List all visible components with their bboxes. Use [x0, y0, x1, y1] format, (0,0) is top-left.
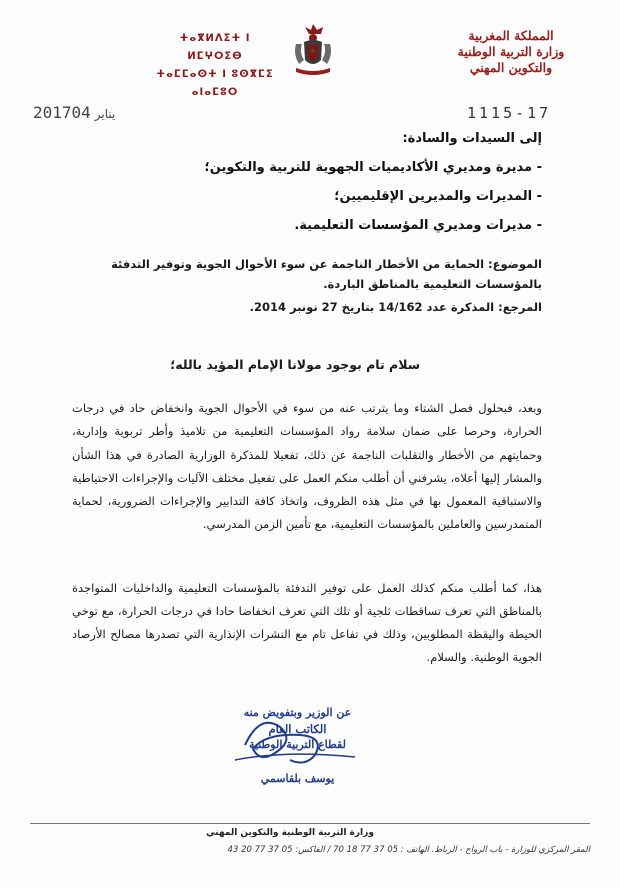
date-year: 2017 — [33, 103, 72, 122]
body-paragraph: هذا، كما أطلب منكم كذلك العمل على توفير التدفئة بالمؤسسات التعليمية والداخليات المتواجدة بالمناطق التي تعرف تساقطات ثلجية أو تلك التي تعرف انخفاضا حادا في درجات الحرارة، مع توخي الحيطة واليقظة المطلوبين، وذلك في تفاعل تام مع النشرات الإنذارية التي تصدرها مصالح الأرصاد الجوية الوطنية. والسلام. — [72, 581, 542, 664]
subject-line: الموضوع: الحماية من الأخطار الناجمة عن سوء الأحوال الجوية وتوفير التدفئة بالمؤسسات التعليمية بالمناطق الباردة. — [111, 257, 542, 291]
footer-divider — [30, 823, 590, 824]
ministry-name-line: وزارة التربية الوطنية — [457, 44, 565, 59]
recipients-block — [62, 124, 542, 240]
footer-address: المقر المركزي للوزارة - باب الرواح - الرباط. الهاتف : 05 37 77 18 70 / الفاكس: 05 37 77 20 43 — [227, 845, 590, 855]
date-stamp — [33, 103, 119, 122]
footer-ministry: وزارة التربية الوطنية والتكوين المهني — [206, 828, 374, 838]
body-paragraph: وبعد، فبحلول فصل الشتاء وما يترتب عنه من سوء في الأحوال الجوية وانخفاض حاد في درجات الحرارة، وحرصا على ضمان سلامة رواد المؤسسات التعليمية من تلاميذ وأطر تربوية وإدارية، وحمايتهم من الأخطار والتقلبات الناجمة عن ذلك، تفعيلا للمذكرة الوزارية الصادرة في هذا الشأن والمشار إليها أعلاه، يشرفني أن أطلب منكم العمل على تفعيل مختلف الآليات والإجراءات الاحتياطية والاستباقية المعمول بها في مثل هذه الظروف، واتخاذ كافة التدابير والإجراءات الضرورية، لحماية المتمدرسين والعاملين بالمؤسسات التعليمية، مع تأمين الزمن المدرسي. — [72, 401, 542, 532]
kingdom-name: المملكة المغربية — [468, 28, 554, 43]
kingdom-name-tifinagh: ⵜⴰⴳⵍⴷⵉⵜ ⵏ ⵍⵎⵖⵔⵉⴱ — [179, 33, 251, 62]
recipients-salutation: إلى السيدات والسادة: — [402, 131, 542, 146]
ministry-name-tifinagh — [150, 30, 280, 102]
signature-sector: لقطاع التربية الوطنية — [249, 738, 346, 751]
reference-line: المرجع: المذكرة عدد 14/162 بتاريخ 27 نونبر 2014. — [249, 300, 542, 314]
signature-block — [205, 705, 390, 805]
signature-delegation: عن الوزير وبتفويض منه — [243, 706, 352, 719]
recipient-item: - مديرات ومديري المؤسسات التعليمية. — [294, 218, 542, 233]
ministry-name-line: والتكوين المهني — [469, 60, 553, 75]
signatory-name: يوسف بلقاسمي — [260, 772, 335, 785]
handwritten-signature — [205, 705, 390, 785]
recipient-item: - المديرات والمديرين الإقليميين؛ — [334, 189, 542, 204]
signature-title: الكاتب العام — [268, 722, 327, 736]
ministry-name-tifinagh-line: ⵜⴰⵎⵎⴰⵙⵜ ⵏ ⵓⵙⴳⵎⵉ ⴰⵏⴰⵎⵓⵔ — [156, 69, 274, 98]
recipient-item: - مديرة ومديري الأكاديميات الجهوية للتربية والتكوين؛ — [204, 160, 542, 175]
date-day: 04 — [71, 103, 91, 122]
coat-of-arms-icon — [290, 22, 336, 82]
ministry-name-arabic — [416, 28, 606, 76]
greeting: سلام تام بوجود مولانا الإمام المؤيد بالله؛ — [170, 357, 420, 372]
date-month: يناير — [94, 107, 116, 121]
reference-number: 1115-17 — [467, 104, 552, 122]
